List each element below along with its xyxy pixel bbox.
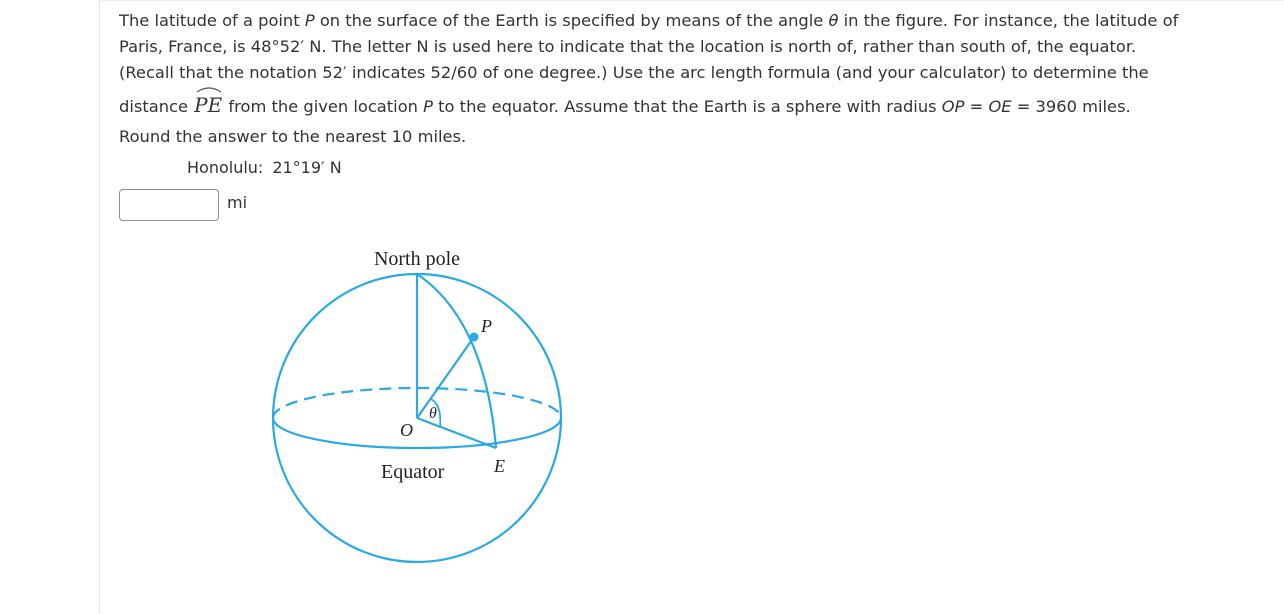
problem-line-1: The latitude of a point P on the surface of the Earth is specified by means of the angle θ in the figure. For instance, the latitude of — [119, 11, 1179, 30]
op-variable: OP — [941, 97, 965, 116]
center-o-label: O — [400, 420, 413, 440]
equator-front-arc — [273, 418, 561, 448]
point-p-dot — [470, 333, 479, 342]
sphere-diagram — [260, 240, 580, 570]
distance-answer-input[interactable] — [119, 189, 219, 221]
theta-variable: θ — [828, 11, 839, 30]
problem-line-4: distance PE from the given location P to the equator. Assume that the Earth is a sphere with radius OP = OE = 3960 miles. — [119, 86, 1269, 124]
problem-line-2: Paris, France, is 48°52′ N. The letter N is used here to indicate that the location is north of, rather than south of, the equator. — [119, 37, 1137, 56]
point-p-variable: P — [304, 11, 315, 30]
given-location — [187, 156, 342, 180]
oe-variable: OE — [988, 97, 1012, 116]
problem-statement — [119, 8, 1269, 150]
radius-op-line — [417, 337, 474, 418]
unit-label: mi — [227, 193, 248, 212]
problem-line-5: Round the answer to the nearest 10 miles. — [119, 127, 467, 146]
content-top-border — [99, 0, 1284, 1]
point-p-variable: P — [423, 97, 433, 116]
arc-pe-notation: PE — [193, 88, 223, 122]
latitude-value: 21°19′ N — [272, 158, 342, 177]
problem-line-3: (Recall that the notation 52′ indicates 52/60 of one degree.) Use the arc length formula (and your calculator) to determine the — [119, 63, 1149, 82]
content-left-border — [99, 0, 100, 614]
radius-oe-line — [417, 418, 496, 448]
city-label: Honolulu: — [187, 158, 264, 177]
earth-figure — [260, 240, 580, 570]
arc-overline-icon — [196, 85, 222, 93]
north-pole-label: North pole — [373, 248, 461, 270]
point-e-label: E — [494, 456, 505, 476]
equator-label: Equator — [381, 461, 445, 483]
point-p-label: P — [481, 316, 492, 336]
angle-theta-label: θ — [429, 405, 437, 422]
